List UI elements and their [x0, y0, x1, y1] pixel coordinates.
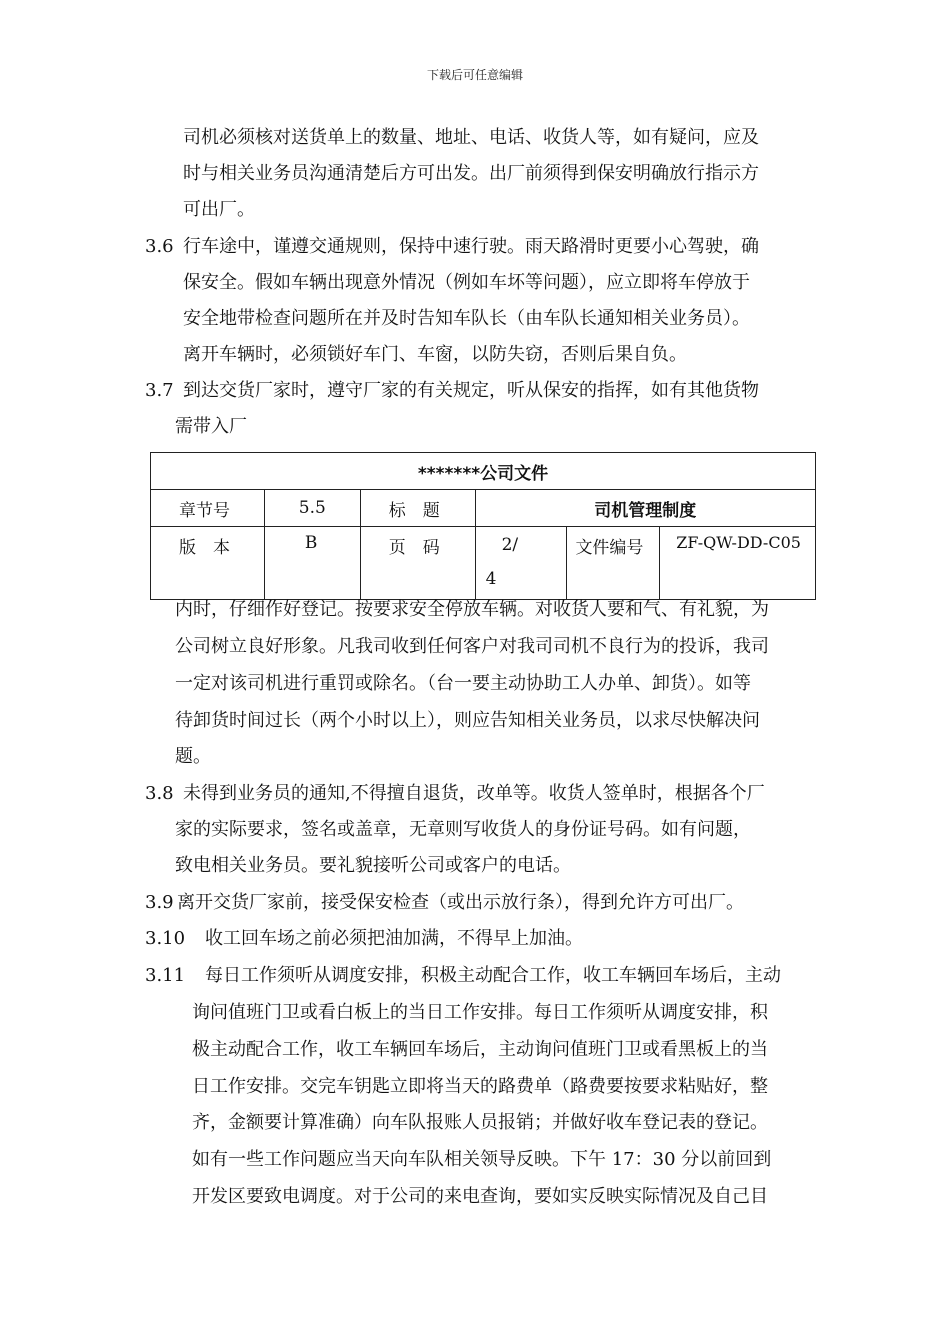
- body-line: 公司树立良好形象。凡我司收到任何客户对我司司机不良行为的投诉，我司: [175, 636, 769, 657]
- body-line: 收工回车场之前必须把油加满，不得早上加油。: [205, 928, 583, 949]
- body-line: 待卸货时间过长（两个小时以上），则应告知相关业务员，以求尽快解决问: [175, 710, 760, 731]
- file-number-value: ZF-QW-DD-C05: [660, 527, 816, 600]
- body-line: 家的实际要求，签名或盖章，无章则写收货人的身份证号码。如有问题，: [175, 819, 751, 840]
- body-line: 每日工作须听从调度安排，积极主动配合工作，收工车辆回车场后，主动: [205, 965, 781, 986]
- body-line: 询问值班门卫或看白板上的当日工作安排。每日工作须听从调度安排，积: [192, 1002, 768, 1023]
- body-line: 未得到业务员的通知,不得擅自退货，改单等。收货人签单时，根据各个厂: [183, 783, 765, 804]
- body-line: 可出厂。: [183, 199, 255, 220]
- section-number: 3.6: [145, 236, 174, 257]
- body-line: 内时，仔细作好登记。按要求安全停放车辆。对收货人要和气、有礼貌，为: [175, 599, 769, 620]
- body-line: 保安全。假如车辆出现意外情况（例如车坏等问题），应立即将车停放于: [183, 272, 750, 293]
- title-value: 司机管理制度: [475, 490, 815, 527]
- document-info-table: [150, 452, 816, 600]
- version-value: B: [264, 527, 360, 600]
- body-line: 安全地带检查问题所在并及时告知车队长（由车队长通知相关业务员）。: [183, 308, 750, 329]
- body-line: 需带入厂: [175, 416, 247, 437]
- section-number: 3.10: [145, 928, 186, 949]
- section-number: 3.7: [145, 380, 174, 401]
- file-number-label: 文件编号: [567, 527, 660, 600]
- version-label: 版 本: [151, 527, 265, 600]
- body-line: 时与相关业务员沟通清楚后方可出发。出厂前须得到保安明确放行指示方: [183, 163, 759, 184]
- body-line: 司机必须核对送货单上的数量、地址、电话、收货人等，如有疑问，应及: [183, 127, 759, 148]
- title-label: 标 题: [360, 490, 475, 527]
- body-line: 到达交货厂家时，遵守厂家的有关规定，听从保安的指挥，如有其他货物: [183, 380, 759, 401]
- body-line: 极主动配合工作，收工车辆回车场后，主动询问值班门卫或看黑板上的当: [192, 1039, 768, 1060]
- body-line: 题。: [175, 746, 211, 767]
- chapter-label: 章节号: [151, 490, 265, 527]
- section-number: 3.9: [145, 892, 174, 913]
- body-line: 开发区要致电调度。对于公司的来电查询，要如实反映实际情况及自己目: [192, 1186, 768, 1207]
- section-number: 3.8: [145, 783, 174, 804]
- body-line: 日工作安排。交完车钥匙立即将当天的路费单（路费要按要求粘贴好，整: [192, 1076, 768, 1097]
- page-label: 页 码: [360, 527, 475, 600]
- body-line: 致电相关业务员。要礼貌接听公司或客户的电话。: [175, 855, 571, 876]
- body-line: 如有一些工作问题应当天向车队相关领导反映。下午 17：30 分以前回到: [192, 1149, 772, 1170]
- page-value-line2: 4: [485, 569, 497, 589]
- chapter-value: 5.5: [264, 490, 360, 527]
- page-header-note: 下载后可任意编辑: [426, 68, 523, 82]
- body-line: 离开车辆时，必须锁好车门、车窗，以防失窃，否则后果自负。: [183, 344, 687, 365]
- body-line: 行车途中，谨遵交通规则，保持中速行驶。雨天路滑时更要小心驾驶，确: [183, 236, 759, 257]
- body-line: 一定对该司机进行重罚或除名。（台一要主动协助工人办单、卸货）。如等: [175, 673, 751, 694]
- page-value: [475, 527, 567, 600]
- body-line: 齐，金额要计算准确）向车队报账人员报销；并做好收车登记表的登记。: [192, 1112, 768, 1133]
- section-number: 3.11: [145, 965, 186, 986]
- company-document-title: *******公司文件: [151, 453, 816, 490]
- page-value-line1: 2/: [501, 535, 519, 555]
- body-line: 离开交货厂家前，接受保安检查（或出示放行条），得到允许方可出厂。: [177, 892, 744, 913]
